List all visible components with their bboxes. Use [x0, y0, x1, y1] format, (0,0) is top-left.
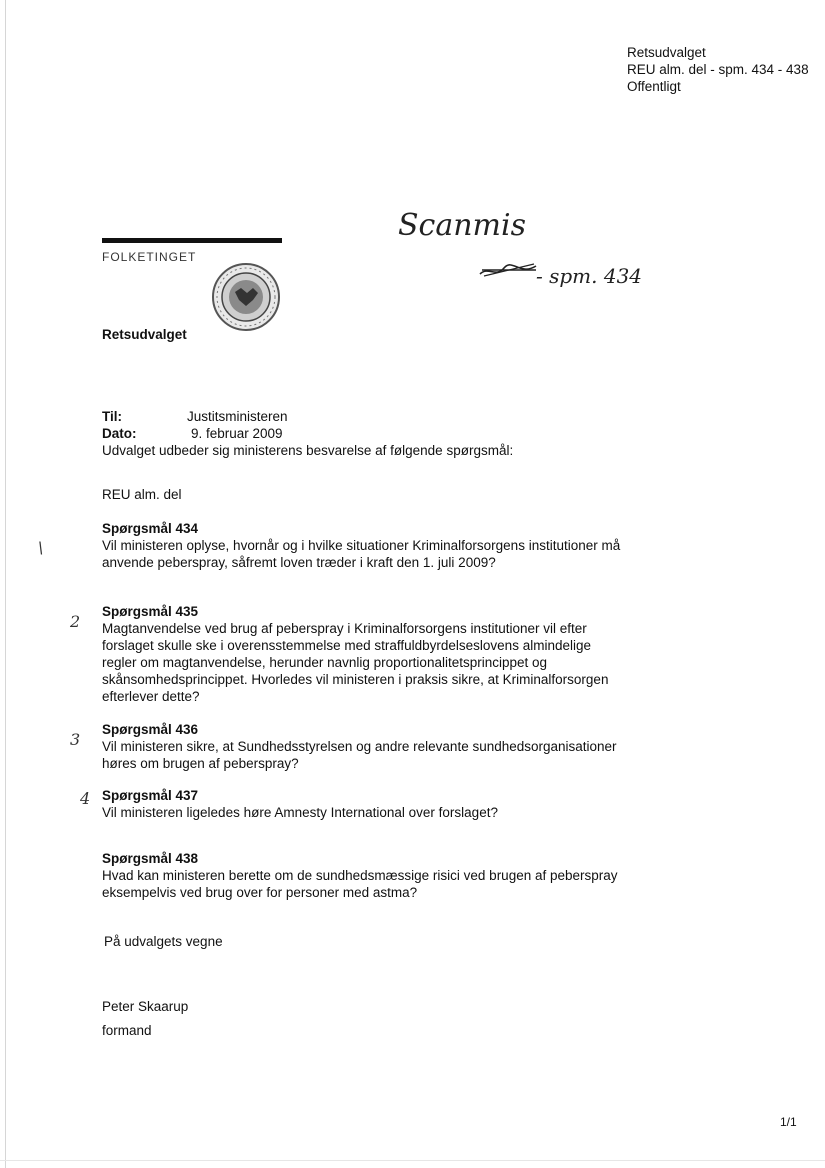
header-status: Offentligt [627, 79, 681, 94]
dato-label: Dato: [102, 426, 137, 441]
signer-role: formand [102, 1023, 152, 1038]
margin-mark-4: 4 [80, 789, 91, 808]
reference-text: REU alm. del [102, 487, 182, 502]
margin-mark-2: 2 [70, 612, 81, 631]
page-number: 1/1 [780, 1115, 797, 1129]
scan-edge-line [5, 0, 6, 1168]
question-434 [102, 520, 622, 571]
parliament-seal-icon [211, 262, 281, 332]
question-text: Vil ministeren ligeledes høre Amnesty International over forslaget? [102, 805, 498, 820]
question-text: Magtanvendelse ved brug af peberspray i Kriminalforsorgens institutioner vil efter forslaget skulle ske i overensstemmelse med straffuldbyrdelseslovens almindelige regler om magtanvendelse, herunder navnlig proportionalitetsprincippet og skånsomhedsprincippet. Hvorledes vil ministeren i praksis sikre, at Kriminalforsorgen efterlever dette? [102, 621, 609, 704]
question-436 [102, 721, 622, 772]
margin-mark-1: \ [38, 538, 44, 557]
question-title: Spørgsmål 436 [102, 722, 199, 737]
question-437 [102, 787, 622, 821]
closing-text: På udvalgets vegne [104, 934, 223, 949]
question-title: Spørgsmål 435 [102, 604, 199, 619]
til-label: Til: [102, 409, 122, 424]
logo-text: FOLKETINGET [102, 250, 197, 264]
handwritten-strikeout [478, 260, 538, 280]
question-text: Vil ministeren oplyse, hvornår og i hvilke situationer Kriminalforsorgens institutioner må anvende peberspray, såfremt loven træder i kraft den 1. juli 2009? [102, 538, 621, 570]
scan-bottom-line [0, 1160, 825, 1161]
dato-value: 9. februar 2009 [191, 426, 283, 441]
header-committee: Retsudvalget [627, 45, 706, 60]
question-title: Spørgsmål 434 [102, 521, 199, 536]
signature-block [102, 995, 188, 1043]
handwritten-note-question: - spm. 434 [536, 264, 643, 288]
question-title: Spørgsmål 438 [102, 851, 199, 866]
document-header [627, 44, 809, 95]
signer-name: Peter Skaarup [102, 999, 189, 1014]
committee-name: Retsudvalget [102, 327, 187, 342]
question-text: Hvad kan ministeren berette om de sundhedsmæssige risici ved brugen af peberspray eksempelvis ved brug over for personer med astma? [102, 868, 618, 900]
til-value: Justitsministeren [187, 409, 288, 424]
question-text: Vil ministeren sikre, at Sundhedsstyrelsen og andre relevante sundhedsorganisationer høres om brugen af peberspray? [102, 739, 617, 771]
question-438 [102, 850, 622, 901]
logo-bar [102, 238, 282, 243]
question-title: Spørgsmål 437 [102, 788, 199, 803]
header-reference: REU alm. del - spm. 434 - 438 [627, 62, 809, 77]
intro-text: Udvalget udbeder sig ministerens besvarelse af følgende spørgsmål: [102, 443, 514, 458]
question-435 [102, 603, 622, 705]
strikeout-scribble-icon [478, 260, 540, 282]
handwritten-note-scan: Scanmis [398, 208, 526, 243]
margin-mark-3: 3 [70, 730, 81, 749]
